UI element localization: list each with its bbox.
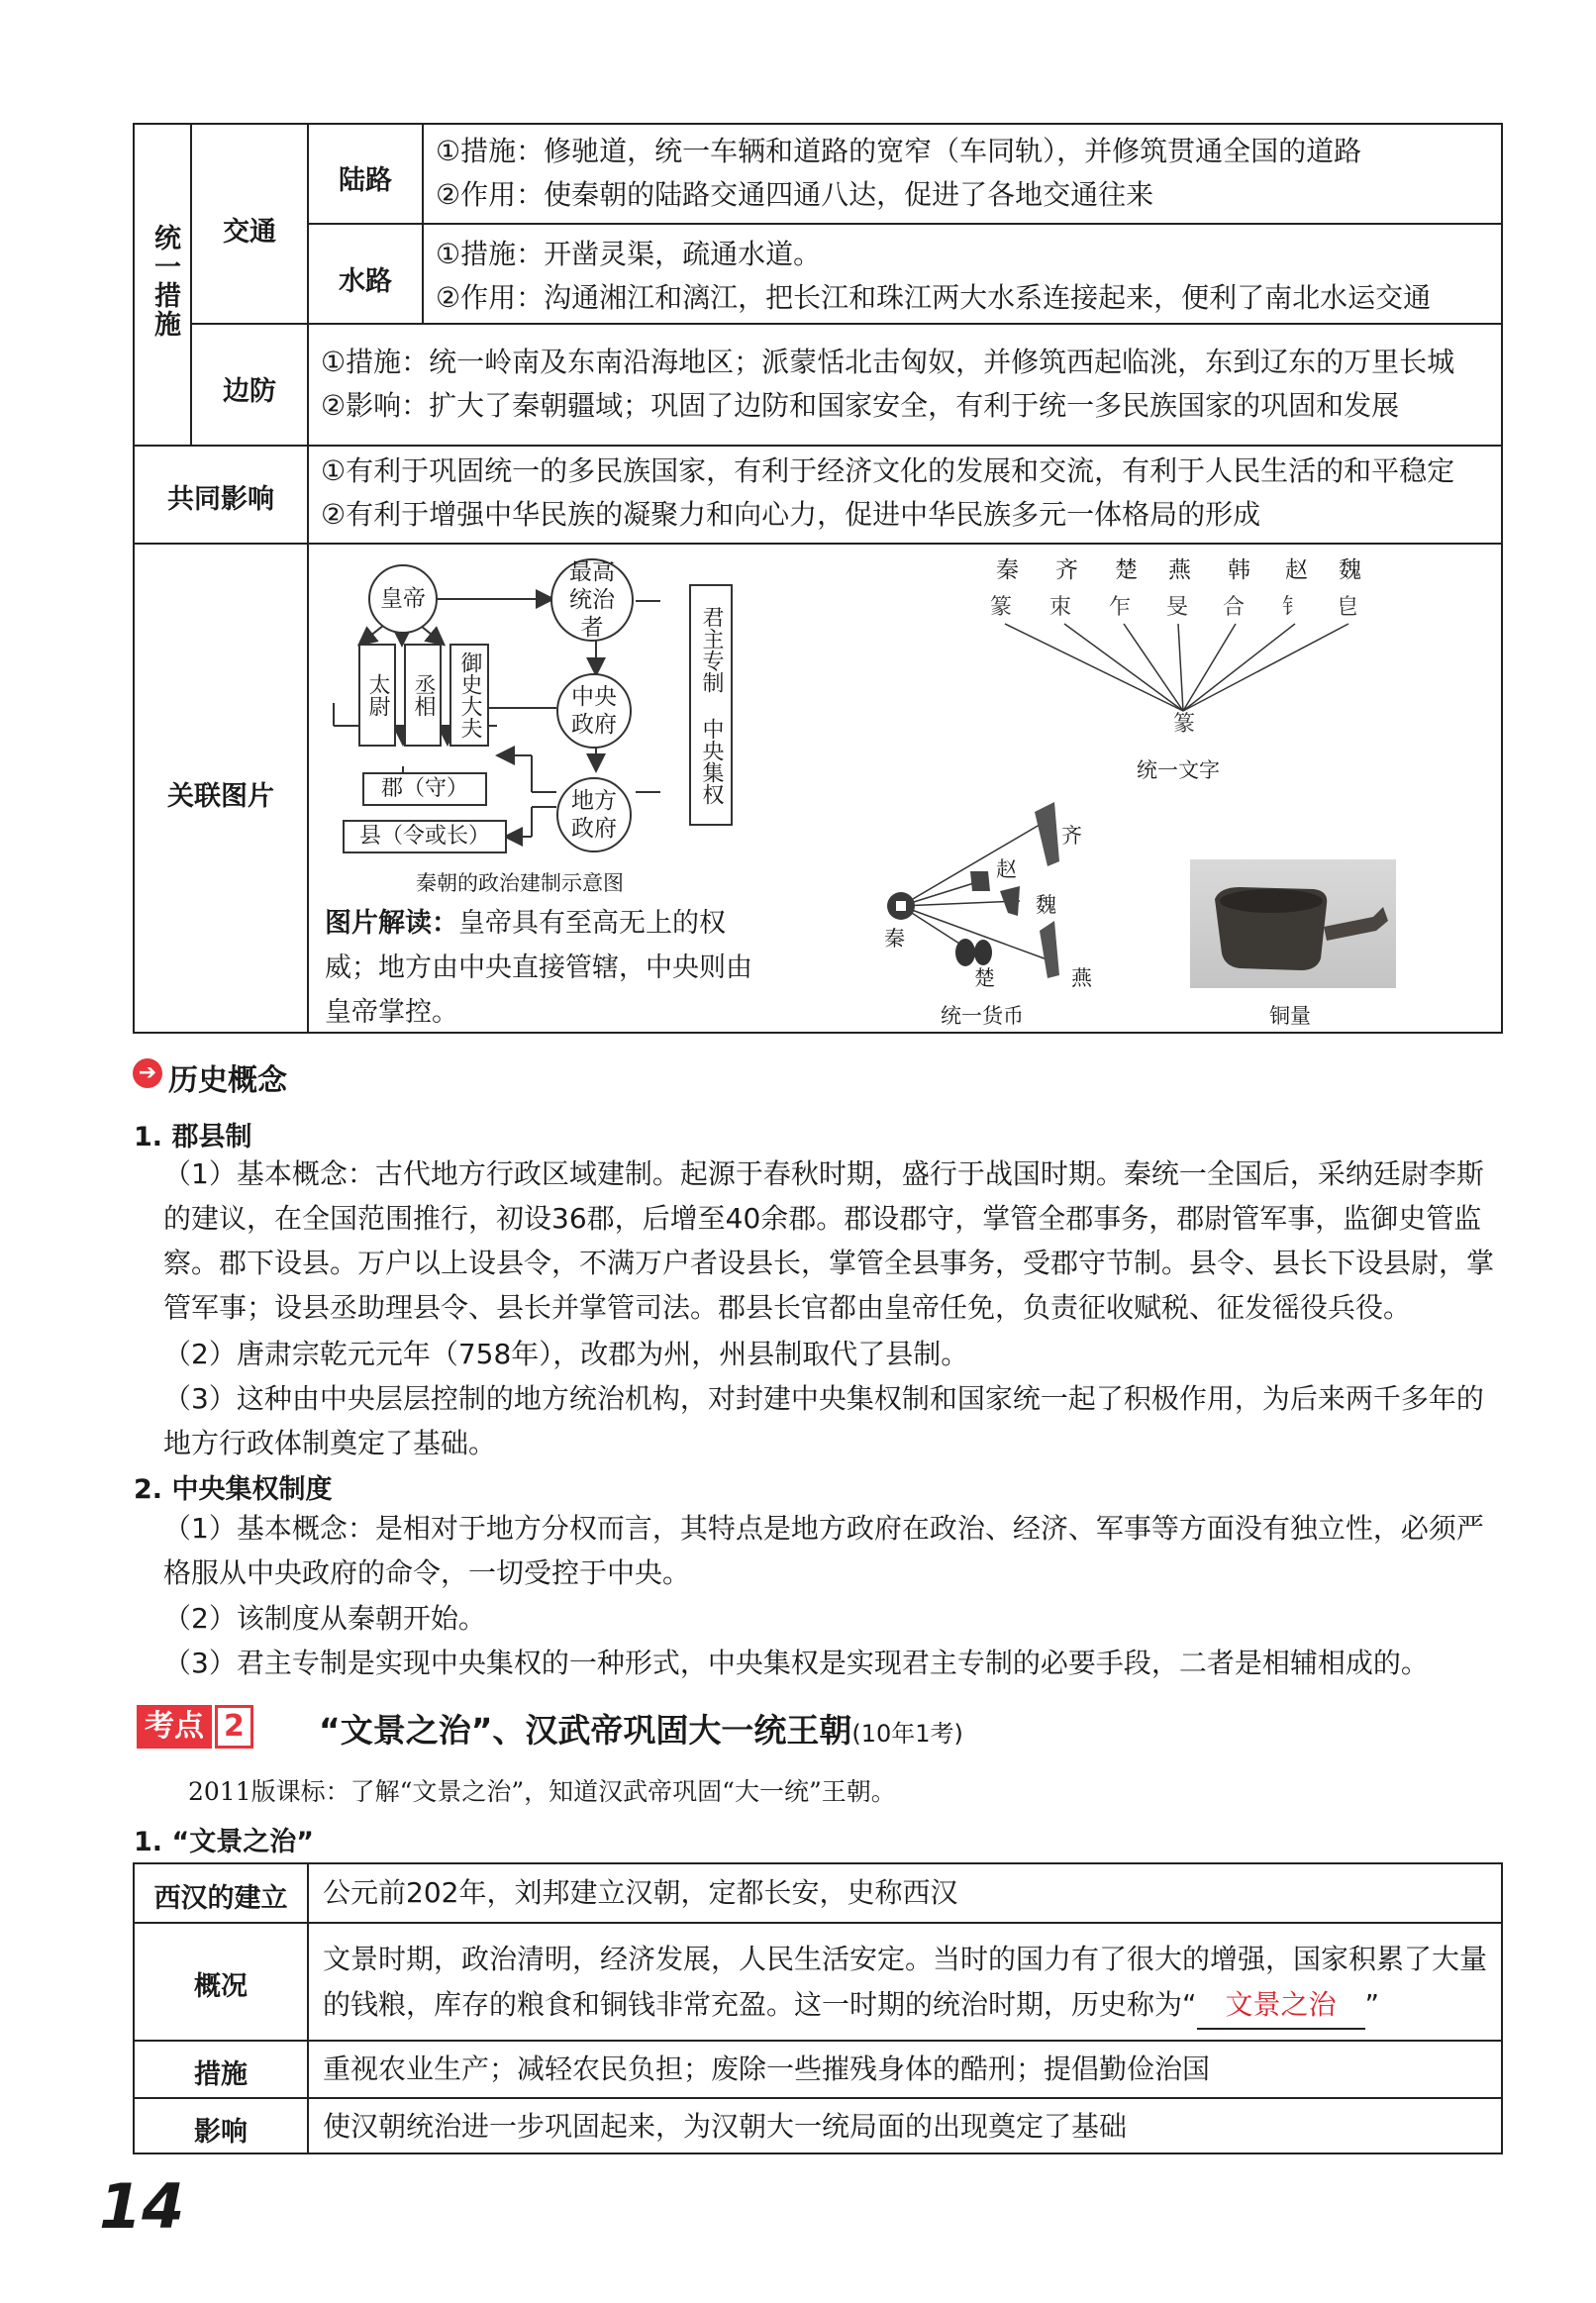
concept-arrow-icon: ➔	[133, 1058, 162, 1088]
label-impact: 影响	[194, 2117, 248, 2148]
text-overview: 文景时期，政治清明，经济发展，人民生活安定。当时的国力有了很大的增强，国家积累了大量的钱粮，库存的粮食和铜钱非常充盈。这一时期的统治时期，历史称为“ 文景之治 ”	[323, 1937, 1491, 2030]
node-jun: 郡（守）	[362, 772, 487, 806]
node-chengxiang: 丞相	[404, 644, 442, 747]
answer-wenjing: 文景之治	[1197, 1982, 1365, 2030]
coin-qin: 秦	[884, 927, 905, 951]
node-xian: 县（令或长）	[343, 820, 507, 853]
divider	[307, 223, 1503, 225]
concept-para-4: （1）基本概念：是相对于地方分权而言，其特点是地方政府在政治、经济、军事等方面没有独立性，必须严格服从中央政府的命令，一切受控于中央。	[163, 1512, 1484, 1589]
label-measures: 措施	[194, 2059, 248, 2090]
concept-heading-1: 1. 郡县制	[134, 1122, 252, 1152]
row-label-unify: 统一措施	[150, 224, 180, 339]
concept-para-5: （2）该制度从秦朝开始。	[163, 1602, 486, 1635]
state-label: 赵	[1285, 557, 1308, 583]
svg-text:篆: 篆	[990, 595, 1013, 620]
label-common: 共同影响	[167, 484, 274, 515]
svg-text:合: 合	[1223, 595, 1246, 620]
node-taiwei: 太尉	[358, 644, 396, 747]
border-measure: ①措施：统一岭南及东南沿海地区；派蒙恬北击匈奴，并修筑西起临洮，东到辽东的万里长城	[321, 346, 1455, 378]
bronze-measure-photo	[1190, 859, 1396, 988]
currency-caption: 统一货币	[941, 1004, 1024, 1028]
label-transport: 交通	[223, 217, 276, 248]
text-measures: 重视农业生产；减轻农民负担；废除一些摧残身体的酷刑；提倡勤俭治国	[323, 2053, 1211, 2085]
coin-wei: 魏	[1036, 893, 1056, 917]
svg-text:乍: 乍	[1109, 595, 1132, 620]
label-pics: 关联图片	[167, 781, 274, 812]
node-central: 中央政府	[556, 673, 632, 749]
border-effect: ②影响：扩大了秦朝疆域；巩固了边防和国家安全，有利于统一多民族国家的巩固和发展	[321, 389, 1400, 422]
divider	[133, 2040, 1503, 2042]
water-effect: ②作用：沟通湘江和漓江，把长江和珠江两大水系连接起来，便利了南北水运交通	[436, 281, 1432, 314]
kaodian-title: “文景之治”、汉武帝巩固大一统王朝(10年1考)	[319, 1711, 963, 1750]
concept-para-2: （2）唐肃宗乾元元年（758年），改郡为州，州县制取代了县制。	[163, 1338, 969, 1370]
svg-text:皀: 皀	[1337, 595, 1359, 620]
text-establish: 公元前202年，刘邦建立汉朝，定都长安，史称西汉	[323, 1876, 958, 1909]
script-caption: 统一文字	[1137, 758, 1220, 782]
coin-chu: 楚	[974, 966, 995, 990]
label-border: 边防	[223, 376, 276, 407]
bronze-measure-shape	[1190, 859, 1396, 988]
svg-text:钅: 钅	[1282, 595, 1305, 620]
diagram-explain: 图片解读：皇帝具有至高无上的权威；地方由中央直接管辖，中央则由皇帝掌控。	[325, 908, 752, 1028]
concept-para-3: （3）这种由中央层层控制的地方统治机构，对封建中央集权制和国家统一起了积极作用，为后来两千多年的地方行政体制奠定了基础。	[163, 1382, 1484, 1459]
measure-caption: 铜量	[1269, 1004, 1311, 1028]
label-water: 水路	[339, 266, 392, 297]
coin-yan: 燕	[1071, 966, 1092, 990]
label-overview: 概况	[194, 1971, 248, 2002]
state-label: 楚	[1115, 557, 1138, 583]
node-side-label: 君主专制 中央集权	[689, 584, 733, 826]
diagram-caption: 秦朝的政治建制示意图	[416, 871, 624, 895]
kaodian-badge	[137, 1705, 253, 1749]
divider	[190, 323, 1503, 325]
concept-para-6: （3）君主专制是实现中央集权的一种形式，中央集权是实现君主专制的必要手段，二者是相辅相成的。	[163, 1647, 1429, 1679]
curriculum-standard: 2011版课标：了解“文景之治”，知道汉武帝巩固“大一统”王朝。	[188, 1777, 896, 1806]
svg-text:旻: 旻	[1166, 595, 1189, 620]
state-label: 齐	[1055, 557, 1078, 583]
text-impact: 使汉朝统治进一步巩固起来，为汉朝大一统局面的出现奠定了基础	[323, 2110, 1128, 2143]
kaodian-badge-label: 考点	[137, 1705, 212, 1749]
svg-text:朿: 朿	[1049, 595, 1072, 620]
node-emperor: 皇帝	[368, 564, 438, 634]
node-supreme: 最高统治者	[550, 558, 634, 642]
state-label: 秦	[996, 557, 1019, 583]
concept-heading-2: 2. 中央集权制度	[134, 1474, 333, 1505]
coin-zhao: 赵	[996, 857, 1017, 881]
kaodian-badge-num: 2	[215, 1705, 253, 1749]
page-number: 14	[99, 2170, 185, 2243]
state-label: 燕	[1168, 557, 1191, 583]
label-establish: 西汉的建立	[153, 1883, 288, 1914]
water-measure: ①措施：开凿灵渠，疏通水道。	[436, 238, 822, 270]
common-effect-1: ①有利于巩固统一的多民族国家，有利于经济文化的发展和交流，有利于人民生活的和平稳定	[321, 454, 1455, 487]
state-label: 韩	[1228, 557, 1250, 583]
concept-title: 历史概念	[168, 1063, 287, 1098]
wenjing-heading: 1. “文景之治”	[134, 1827, 314, 1857]
divider	[133, 1922, 1503, 1924]
divider	[307, 1862, 309, 2154]
divider	[133, 445, 1503, 447]
node-local: 地方政府	[556, 777, 632, 852]
state-label: 魏	[1339, 557, 1361, 583]
node-yushi: 御史大夫	[449, 644, 489, 747]
label-land: 陆路	[339, 165, 392, 196]
svg-text:篆: 篆	[1173, 712, 1196, 733]
coin-qi: 齐	[1061, 824, 1082, 848]
land-effect: ②作用：使秦朝的陆路交通四通八达，促进了各地交通往来	[436, 178, 1154, 211]
concept-para-1: （1）基本概念：古代地方行政区域建制。起源于春秋时期，盛行于战国时期。秦统一全国后，采纳廷尉李斯的建议，在全国范围推行，初设36郡，后增至40余郡。郡设郡守，掌管全郡事务，郡尉管军事，监御史管监察。郡下设县。万户以上设县令，不满万户者设县长，掌管全县事务，受郡守节制。县令、县长下设县尉，掌管军事；设县丞助理县令、县长并掌管司法。郡县长官都由皇帝任免，负责征收赋税、征发徭役兵役。	[163, 1157, 1495, 1324]
land-measure: ①措施：修驰道，统一车辆和道路的宽窄（车同轨），并修筑贯通全国的道路	[436, 135, 1362, 167]
divider	[133, 2097, 1503, 2099]
script-fan-lines	[980, 584, 1396, 733]
common-effect-2: ②有利于增强中华民族的凝聚力和向心力，促进中华民族多元一体格局的形成	[321, 498, 1261, 531]
script-states	[988, 551, 1384, 581]
